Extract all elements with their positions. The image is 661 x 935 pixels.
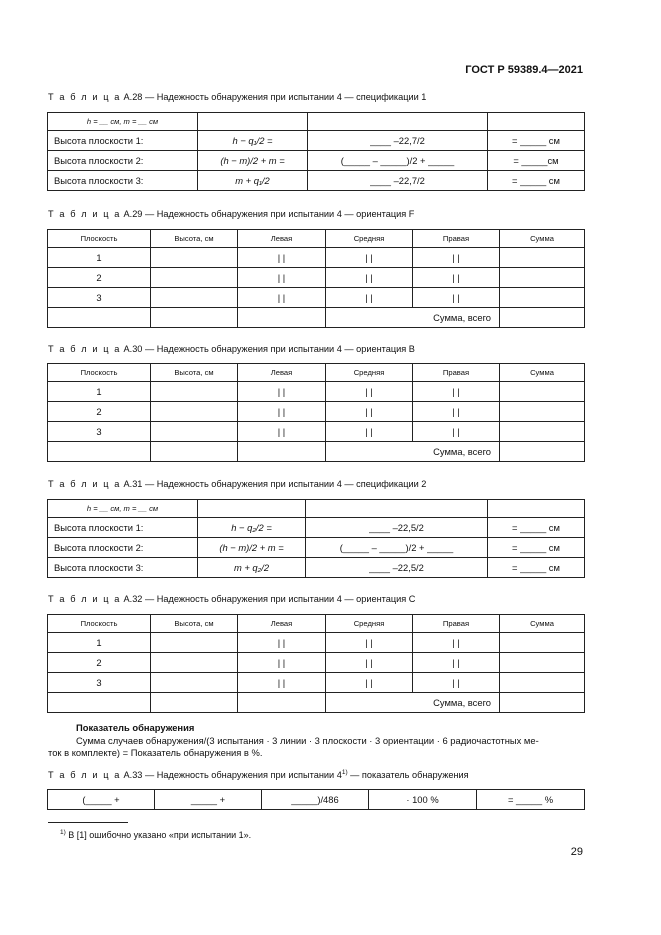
table-row: 3 | | | | | | — [48, 288, 585, 308]
table-row: 1 | | | | | | — [48, 382, 585, 402]
table-a31-caption: Т а б л и ц а А.31 — Надежность обнаружения при испытании 4 — спецификации 2 — [48, 479, 427, 489]
table-row: Высота плоскости 3: m + q₂/2 ____ –22,5/2 = _____ см — [48, 558, 585, 578]
table-header-row: Плоскость Высота, см Левая Средняя Правая Сумма — [48, 364, 585, 382]
table-header-row: Плоскость Высота, см Левая Средняя Правая Сумма — [48, 230, 585, 248]
table-row: 2 | | | | | | — [48, 268, 585, 288]
table-a33-caption: Т а б л и ц а А.33 — Надежность обнаружения при испытании 4$^{1)}$ — показатель обнаружения — [48, 769, 469, 781]
table-a31 — [47, 499, 585, 578]
table-row: Высота плоскости 1: h − q₂/2 = ____ –22,5/2 = _____ см — [48, 518, 585, 538]
table-head-row — [48, 113, 585, 131]
caption-text: А.28 — Надежность обнаружения при испытании 4 — спецификации 1 — [120, 92, 427, 102]
document-id: ГОСТ Р 59389.4—2021 — [465, 64, 583, 76]
footnote-text: В [1] ошибочно указано «при испытании 1». — [65, 830, 252, 840]
caption-prefix: Т а б л и ц а — [48, 92, 121, 102]
table-total-row — [48, 693, 585, 713]
table-row: 2 | | | | | | — [48, 653, 585, 673]
table-row: Высота плоскости 2: (h − m)/2 + m = (_____ – _____)/2 + _____ = _____ см — [48, 538, 585, 558]
table-total-row — [48, 442, 585, 462]
footnote-divider — [48, 822, 128, 823]
head-params: h = __ см, m = __ см — [48, 113, 198, 131]
page-number: 29 — [570, 846, 583, 858]
total-label: Сумма, всего — [326, 442, 500, 462]
table-a28 — [47, 112, 585, 191]
table-row: 2 | | | | | | — [48, 402, 585, 422]
table-row: (_____ + _____ + _____)/486 · 100 % = _____ % — [48, 790, 585, 810]
table-a33 — [47, 789, 585, 810]
indicator-line-2: ток в комплекте) = Показатель обнаружения в %. — [48, 747, 263, 758]
table-row: Высота плоскости 2: (h − m)/2 + m = (_____ – _____)/2 + _____ = _____см — [48, 151, 585, 171]
table-row: 3 | | | | | | — [48, 422, 585, 442]
footnote — [60, 829, 251, 840]
table-row: 3 | | | | | | — [48, 673, 585, 693]
table-a30-caption: Т а б л и ц а А.30 — Надежность обнаружения при испытании 4 — ориентация B — [48, 344, 415, 354]
table-head-row: h = __ см, m = __ см — [48, 500, 585, 518]
table-a32-caption: Т а б л и ц а А.32 — Надежность обнаружения при испытании 4 — ориентация C — [48, 594, 416, 604]
table-row: 1 | | | | | | — [48, 248, 585, 268]
table-a32 — [47, 614, 585, 713]
table-a29-caption: Т а б л и ц а А.29 — Надежность обнаружения при испытании 4 — ориентация F — [48, 209, 415, 219]
footnote-ref: 1) — [341, 769, 348, 776]
indicator-heading: Показатель обнаружения — [76, 722, 195, 733]
table-a30 — [47, 363, 585, 462]
table-header-row: Плоскость Высота, см Левая Средняя Правая Сумма — [48, 615, 585, 633]
table-row: 1 | | | | | | — [48, 633, 585, 653]
table-total-row — [48, 308, 585, 328]
table-a28-caption — [48, 92, 426, 102]
table-row: Высота плоскости 3: m + q₁/2 ____ –22,7/2 = _____ см — [48, 171, 585, 191]
indicator-line-1: Сумма случаев обнаружения/(3 испытания · 3 линии · 3 плоскости · 3 ориентации · 6 радиочастотных ме- — [76, 735, 539, 746]
table-row: Высота плоскости 1: h − q₁/2 = ____ –22,7/2 = _____ см — [48, 131, 585, 151]
table-a29 — [47, 229, 585, 328]
footnote-mark: 1) — [60, 829, 66, 836]
total-label: Сумма, всего — [326, 693, 500, 713]
total-label: Сумма, всего — [326, 308, 500, 328]
